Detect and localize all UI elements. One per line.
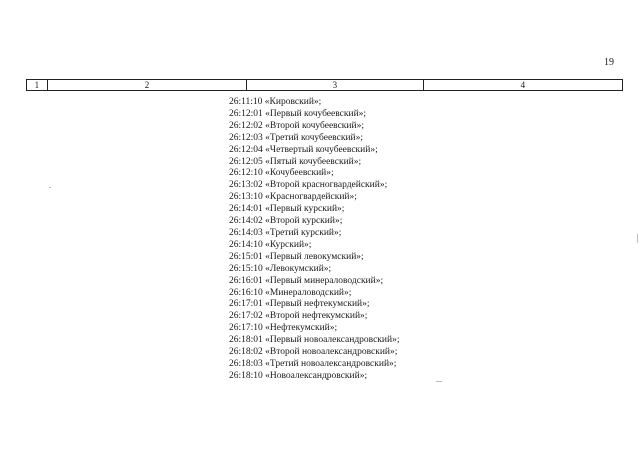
scan-speck: [436, 381, 442, 382]
list-item: 26:12:02 «Второй кочубеевский»;: [229, 120, 364, 131]
column-number-2: 2: [47, 80, 246, 91]
list-item: 26:17:10 «Нефтекумский»;: [229, 323, 338, 334]
list-item: 26:18:03 «Третий новоалександровский»;: [229, 358, 397, 369]
list-item: 26:12:01 «Первый кочубеевский»;: [229, 108, 367, 119]
list-item: 26:12:10 «Кочубеевский»;: [229, 168, 334, 179]
list-item: 26:14:01 «Первый курский»;: [229, 204, 345, 215]
list-item: 26:13:02 «Второй красногвардейский»;: [229, 180, 388, 191]
list-item: 26:18:02 «Второй новоалександровский»;: [229, 347, 398, 358]
scan-speck: [49, 187, 51, 188]
list-item: 26:11:10 «Кировский»;: [229, 97, 322, 107]
list-item: 26:18:01 «Первый новоалександровский»;: [229, 335, 400, 346]
header-row: [27, 80, 623, 91]
column-number-3: 3: [247, 80, 424, 91]
page-number: 19: [604, 57, 614, 68]
list-item: 26:13:10 «Красногвардейский»;: [229, 192, 357, 203]
list-item: 26:18:10 «Новоалександровский»;: [229, 370, 368, 381]
list-item: 26:15:01 «Первый левокумский»;: [229, 251, 364, 262]
list-item: 26:12:04 «Четвертый кочубеевский»;: [229, 144, 378, 155]
list-item: 26:17:02 «Второй нефтекумский»;: [229, 311, 368, 322]
column-number-4: 4: [423, 80, 622, 91]
list-item: 26:15:10 «Левокумский»;: [229, 263, 332, 274]
list-item: 26:14:02 «Второй курский»;: [229, 216, 343, 227]
scan-speck: [637, 234, 638, 243]
list-item: 26:14:10 «Курский»;: [229, 239, 312, 250]
cadastral-district-list: [229, 97, 400, 383]
column-number-header: [26, 79, 623, 91]
list-item: 26:17:01 «Первый нефтекумский»;: [229, 299, 370, 310]
list-item: 26:12:03 «Третий кочубеевский»;: [229, 132, 364, 143]
list-item: 26:16:10 «Минераловодский»;: [229, 287, 352, 298]
list-item: 26:16:01 «Первый минераловодский»;: [229, 275, 384, 286]
list-item: 26:14:03 «Третий курский»;: [229, 227, 342, 238]
list-item: 26:12:05 «Пятый кочубеевский»;: [229, 156, 362, 167]
column-number-1: 1: [27, 80, 48, 91]
